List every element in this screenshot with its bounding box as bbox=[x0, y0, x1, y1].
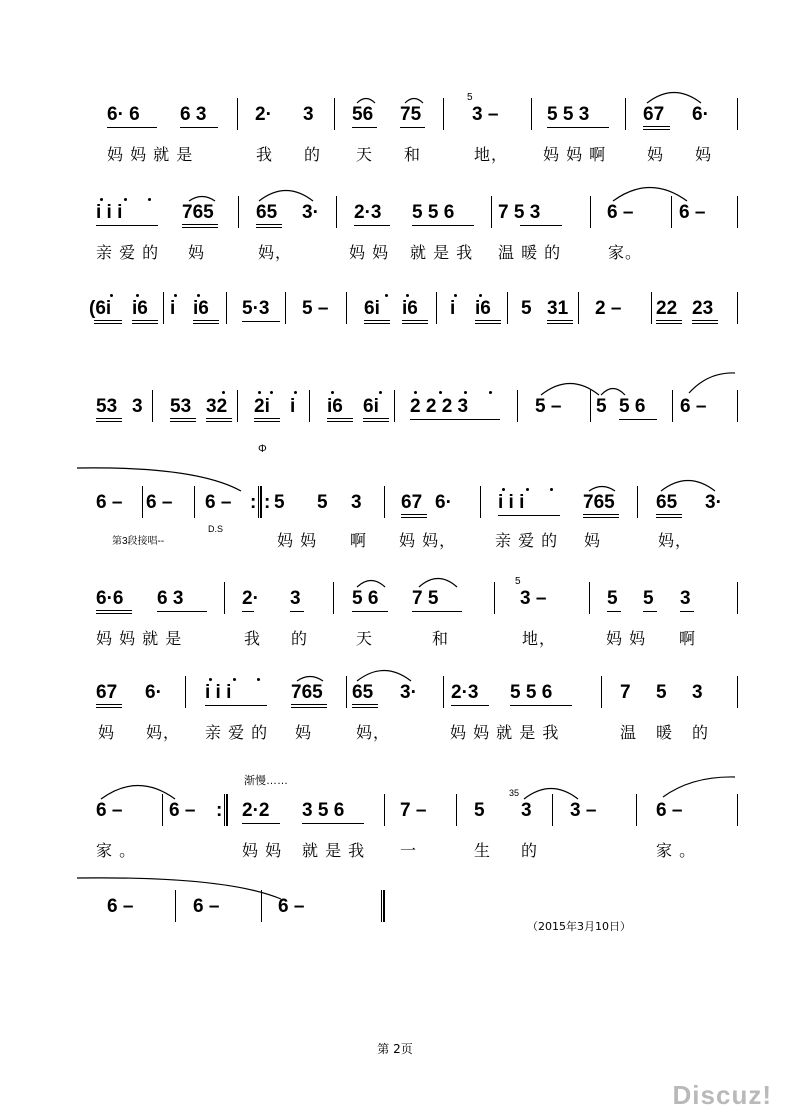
watermark-logo: Discuz! bbox=[672, 1080, 772, 1110]
note-group: 6 – bbox=[278, 896, 305, 917]
note-group: 765 bbox=[583, 492, 615, 513]
note-group: 3 – bbox=[520, 588, 547, 609]
slur bbox=[188, 192, 216, 202]
barline bbox=[601, 676, 602, 708]
note-group: 67 bbox=[96, 682, 118, 703]
barline bbox=[285, 292, 286, 324]
tempo-marking: 渐慢…… bbox=[244, 775, 288, 787]
annotation-ds: D.S bbox=[208, 524, 224, 534]
note-group: 3· bbox=[400, 682, 417, 703]
barline bbox=[309, 390, 310, 422]
notes-row-4 bbox=[0, 390, 790, 430]
barline bbox=[456, 794, 457, 826]
repeat-dots: : bbox=[264, 492, 271, 513]
barline bbox=[491, 196, 492, 228]
note-group: 65 bbox=[256, 202, 278, 223]
slur bbox=[523, 784, 579, 800]
slur bbox=[612, 182, 688, 202]
barline bbox=[737, 794, 738, 826]
note-group: 6· bbox=[692, 104, 709, 125]
note-group: 67 bbox=[643, 104, 665, 125]
note-group: 32 bbox=[206, 396, 228, 417]
barline bbox=[436, 292, 437, 324]
repeat-barline bbox=[224, 794, 228, 826]
notes-row-8 bbox=[0, 788, 790, 834]
note-group: 7 – bbox=[400, 800, 427, 821]
barline bbox=[637, 486, 638, 518]
note-group: 75 bbox=[400, 104, 422, 125]
repeat-barline bbox=[258, 486, 262, 518]
slur bbox=[356, 94, 376, 104]
note-group: 3 bbox=[521, 800, 532, 821]
barline bbox=[636, 794, 637, 826]
note-group: i bbox=[290, 396, 296, 417]
note-group: 53 bbox=[96, 396, 118, 417]
barline bbox=[480, 486, 481, 518]
barline bbox=[163, 292, 164, 324]
note-group: 5 bbox=[317, 492, 328, 513]
note-group: 3· bbox=[705, 492, 722, 513]
barline bbox=[443, 676, 444, 708]
notes-row-1 bbox=[0, 92, 790, 138]
note-group: i i i bbox=[205, 682, 232, 703]
barline bbox=[384, 794, 385, 826]
barline bbox=[737, 582, 738, 614]
note-group: 5 bbox=[656, 682, 667, 703]
note-group: 5 bbox=[607, 588, 618, 609]
note-group: 5 – bbox=[302, 298, 329, 319]
barline bbox=[507, 292, 508, 324]
note-group: 6 – bbox=[656, 800, 683, 821]
date-label: （2015年3月10日） bbox=[527, 920, 631, 933]
note-group: 6 – bbox=[107, 896, 134, 917]
note-group: 65 bbox=[656, 492, 678, 513]
barline bbox=[346, 292, 347, 324]
lyrics-row-8: 家 。 妈 妈 就 是 我 一 生 的 家 。 bbox=[96, 841, 697, 860]
barline bbox=[336, 196, 337, 228]
barline bbox=[737, 98, 738, 130]
note-group: 3 – bbox=[472, 104, 499, 125]
note-group: 5 bbox=[474, 800, 485, 821]
note-group: 7 5 bbox=[412, 588, 439, 609]
barline bbox=[394, 390, 395, 422]
note-group: 23 bbox=[692, 298, 714, 319]
slur bbox=[588, 482, 616, 492]
notes-row-9 bbox=[0, 890, 790, 930]
note-group: 5 6 bbox=[352, 588, 379, 609]
note-group: 6 – bbox=[680, 396, 707, 417]
note-group: 6 – bbox=[193, 896, 220, 917]
barline bbox=[531, 98, 532, 130]
repeat-dots: : bbox=[250, 492, 257, 513]
barline bbox=[237, 390, 238, 422]
note-group: 6 – bbox=[169, 800, 196, 821]
note-group: 5 5 6 bbox=[510, 682, 553, 703]
lyrics-row-6: 妈 妈 就 是 我 的 天 和 地， 妈 妈 啊 bbox=[96, 629, 697, 648]
lyrics-row-7: 妈 妈， 亲 爱 的 妈 妈， 妈 妈 就 是 我 温 暖 的 bbox=[98, 723, 710, 742]
notes-row-5 bbox=[0, 486, 790, 526]
note-group: (6i bbox=[89, 298, 112, 319]
note-group: 67 bbox=[401, 492, 423, 513]
slur bbox=[258, 186, 314, 202]
note-group: i6 bbox=[327, 396, 343, 417]
barline bbox=[384, 486, 385, 518]
barline bbox=[737, 196, 738, 228]
grace-note: 35 bbox=[509, 788, 520, 798]
note-group: 6i bbox=[364, 298, 380, 319]
note-group: 5 bbox=[521, 298, 532, 319]
note-group: i6 bbox=[132, 298, 148, 319]
slur bbox=[540, 378, 600, 396]
slur bbox=[404, 94, 424, 104]
barline bbox=[443, 98, 444, 130]
barline bbox=[589, 582, 590, 614]
page-number: 第 2页 bbox=[377, 1042, 413, 1056]
slur bbox=[418, 574, 458, 588]
note-group: 6 – bbox=[96, 800, 123, 821]
note-group: 5 bbox=[596, 396, 607, 417]
barline bbox=[517, 390, 518, 422]
coda-sign: Φ bbox=[258, 443, 267, 455]
barline bbox=[651, 292, 652, 324]
note-group: 5 5 3 bbox=[547, 104, 590, 125]
note-group: 2 – bbox=[595, 298, 622, 319]
grace-note: 5 bbox=[467, 92, 473, 103]
note-group: 3 – bbox=[570, 800, 597, 821]
barline bbox=[185, 676, 186, 708]
barline bbox=[737, 292, 738, 324]
slur bbox=[662, 778, 736, 798]
note-group: 3 bbox=[680, 588, 691, 609]
note-group: 2· bbox=[255, 104, 272, 125]
note-group: 5 bbox=[643, 588, 654, 609]
notes-row-6 bbox=[0, 576, 790, 622]
note-group: 6· 6 bbox=[107, 104, 140, 125]
slur bbox=[660, 476, 716, 492]
note-group: i bbox=[450, 298, 456, 319]
note-group: 53 bbox=[170, 396, 192, 417]
note-group: i6 bbox=[402, 298, 418, 319]
slur bbox=[600, 384, 626, 396]
note-group: 6 – bbox=[607, 202, 634, 223]
note-group: 5 6 bbox=[619, 396, 646, 417]
note-group: 6 – bbox=[96, 492, 123, 513]
barline bbox=[238, 196, 239, 228]
slur bbox=[100, 780, 176, 800]
note-group: 2·2 bbox=[242, 800, 270, 821]
note-group: 765 bbox=[182, 202, 214, 223]
barline bbox=[590, 196, 591, 228]
note-group: 7 bbox=[620, 682, 631, 703]
note-group: 6 – bbox=[679, 202, 706, 223]
note-group: 3 bbox=[132, 396, 143, 417]
note-group: 6 – bbox=[205, 492, 232, 513]
note-group: 6·6 bbox=[96, 588, 124, 609]
note-group: i6 bbox=[193, 298, 209, 319]
barline bbox=[175, 890, 176, 922]
note-group: 5 bbox=[274, 492, 285, 513]
barline bbox=[261, 890, 262, 922]
slur bbox=[296, 672, 324, 682]
lyrics-row-2: 亲 爱 的 妈 妈， 妈 妈 就 是 我 温 暖 的 家。 bbox=[96, 243, 643, 262]
note-group: 5·3 bbox=[242, 298, 270, 319]
note-group: 6 3 bbox=[180, 104, 207, 125]
note-group: 2·3 bbox=[451, 682, 479, 703]
barline bbox=[737, 390, 738, 422]
barline bbox=[224, 582, 225, 614]
note-group: 765 bbox=[291, 682, 323, 703]
slur bbox=[356, 666, 412, 682]
note-group: 7 5 3 bbox=[498, 202, 541, 223]
note-group: i6 bbox=[475, 298, 491, 319]
note-group: 65 bbox=[352, 682, 374, 703]
note-group: 6· bbox=[435, 492, 452, 513]
note-group: 3 bbox=[290, 588, 301, 609]
slur bbox=[646, 88, 702, 104]
note-group: 2i bbox=[254, 396, 270, 417]
note-group: 3 bbox=[303, 104, 314, 125]
note-group: 3· bbox=[302, 202, 319, 223]
note-group: 3 bbox=[351, 492, 362, 513]
barline bbox=[494, 582, 495, 614]
note-group: 3 5 6 bbox=[302, 800, 345, 821]
barline bbox=[226, 292, 227, 324]
barline bbox=[578, 292, 579, 324]
final-barline bbox=[381, 890, 385, 922]
grace-note: 5 bbox=[515, 576, 521, 587]
barline bbox=[194, 486, 195, 518]
lyrics-row-1: 妈 妈 就 是 我 的 天 和 地， 妈 妈 啊 妈 妈 bbox=[107, 145, 713, 164]
annotation-verse3: 第3段接唱-- bbox=[112, 536, 165, 547]
slur bbox=[356, 576, 386, 588]
note-group: 6 – bbox=[146, 492, 173, 513]
notes-row-3 bbox=[0, 292, 790, 332]
note-group: 2 2 2 3 bbox=[410, 396, 469, 417]
barline bbox=[672, 390, 673, 422]
note-group: 3 bbox=[692, 682, 703, 703]
barline bbox=[737, 676, 738, 708]
note-group: 22 bbox=[656, 298, 678, 319]
barline bbox=[333, 582, 334, 614]
note-group: 6· bbox=[145, 682, 162, 703]
repeat-dots: : bbox=[216, 800, 223, 821]
note-group: 31 bbox=[547, 298, 569, 319]
slur bbox=[688, 374, 736, 394]
note-group: 6i bbox=[363, 396, 379, 417]
barline bbox=[142, 486, 143, 518]
barline bbox=[625, 98, 626, 130]
note-group: 56 bbox=[352, 104, 374, 125]
barline bbox=[152, 390, 153, 422]
barline bbox=[346, 676, 347, 708]
note-group: 5 5 6 bbox=[412, 202, 455, 223]
note-group: 2· bbox=[242, 588, 259, 609]
note-group: i bbox=[170, 298, 176, 319]
barline bbox=[237, 98, 238, 130]
note-group: 2·3 bbox=[354, 202, 382, 223]
note-group: 6 3 bbox=[157, 588, 184, 609]
notes-row-7 bbox=[0, 676, 790, 716]
notes-row-2 bbox=[0, 196, 790, 236]
note-group: 5 – bbox=[535, 396, 562, 417]
barline bbox=[334, 98, 335, 130]
note-group: i i i bbox=[498, 492, 525, 513]
note-group: i i i bbox=[96, 202, 123, 223]
lyrics-row-5: 妈 妈 啊 妈 妈， 亲 爱 的 妈 妈， bbox=[277, 531, 693, 550]
